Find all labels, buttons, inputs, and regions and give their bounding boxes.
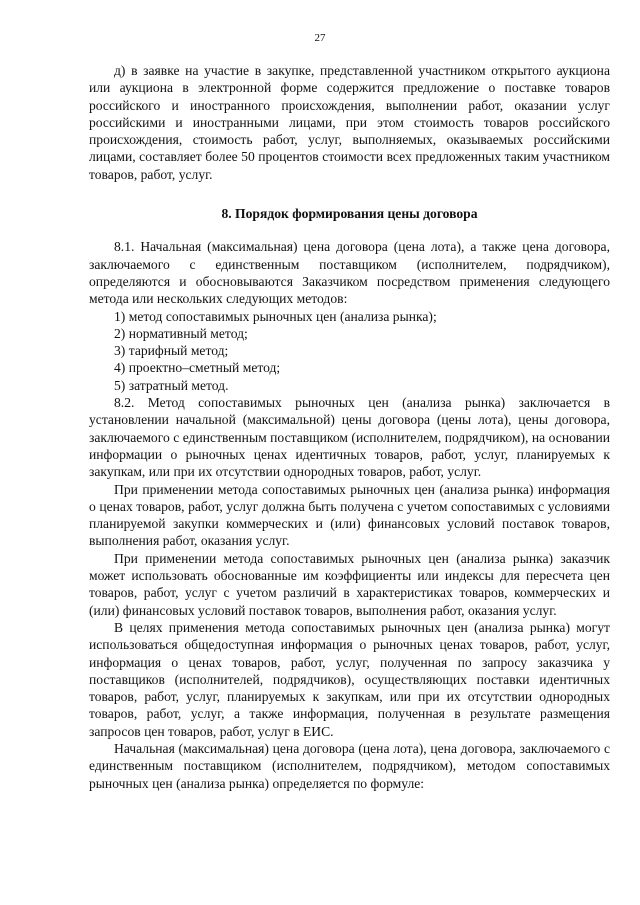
page-number: 27: [314, 32, 326, 44]
paragraph-8-1: 8.1. Начальная (максимальная) цена договора (цена лота), а также цена договора, заключаемого с единственным поставщиком (исполнителем, подрядчиком), определяются и обосновываются Заказчиком посредством применения следующего метода или нескольких следующих методов:: [89, 239, 610, 307]
paragraph-application-conditions: При применении метода сопоставимых рыночных цен (анализа рынка) информация о ценах товаров, работ, услуг должна быть получена с учетом сопоставимых с условиями планируемой закупки коммерческих и (или) финансовых условий поставок товаров, выполнения работ, оказания услуг.: [89, 481, 610, 549]
paragraph-8-2: 8.2. Метод сопоставимых рыночных цен (анализа рынка) заключается в установлении начальной (максимальной) цены договора (цены лота), цены договора, заключаемого с единственным поставщиком (исполнителем, подрядчиком), на основании информации о рыночных ценах идентичных товаров, работ, услуг, планируемых к закупкам, или при их отсутствии однородных товаров, работ, услуг.: [89, 395, 610, 480]
section-heading: 8. Порядок формирования цены договора: [221, 206, 478, 222]
paragraph-coefficients: При применении метода сопоставимых рыночных цен (анализа рынка) заказчик может использовать обоснованные им коэффициенты или индексы для пересчета цен товаров, работ, услуг с учетом различий в характеристиках товаров, коммерческих и (или) финансовых условий поставок товаров, выполнения работ, оказания услуг.: [89, 550, 610, 618]
paragraph-formula-intro: Начальная (максимальная) цена договора (цена лота), цена договора, заключаемого с единственным поставщиком (исполнителем, подрядчиком), методом сопоставимых рыночных цен (анализа рынка) определяется по формуле:: [89, 740, 610, 791]
method-list-item: 2) нормативный метод;: [114, 325, 248, 341]
method-list-item: 1) метод сопоставимых рыночных цен (анализа рынка);: [114, 308, 437, 324]
method-list-item: 3) тарифный метод;: [114, 343, 229, 359]
method-list-item: 5) затратный метод.: [114, 377, 229, 393]
page-content: [89, 62, 610, 792]
method-list-item: 4) проектно–сметный метод;: [114, 360, 281, 376]
paragraph-information-sources: В целях применения метода сопоставимых рыночных цен (анализа рынка) могут использоваться общедоступная информация о рыночных ценах товаров, работ, услуг, информация о ценах товаров, работ, услуг, полученная по запросу заказчика у поставщиков (исполнителей, подрядчиков), осуществляющих поставки идентичных товаров, работ, услуг, планируемых к закупкам, или при их отсутствии однородных товаров, работ, услуг, а также информация, полученная в результате размещения запросов цен товаров, работ, услуг в ЕИС.: [89, 619, 610, 739]
paragraph-subitem-d: д) в заявке на участие в закупке, представленной участником открытого аукциона или аукциона в электронной форме содержится предложение о поставке товаров российского и иностранного происхождения, выполнении работ, оказании услуг российскими и иностранными лицами, при этом стоимость товаров российского происхождения, стоимость работ, услуг, выполняемых, оказываемых российскими лицами, составляет более 50 процентов стоимости всех предложенных таким участником товаров, работ, услуг.: [89, 63, 610, 182]
